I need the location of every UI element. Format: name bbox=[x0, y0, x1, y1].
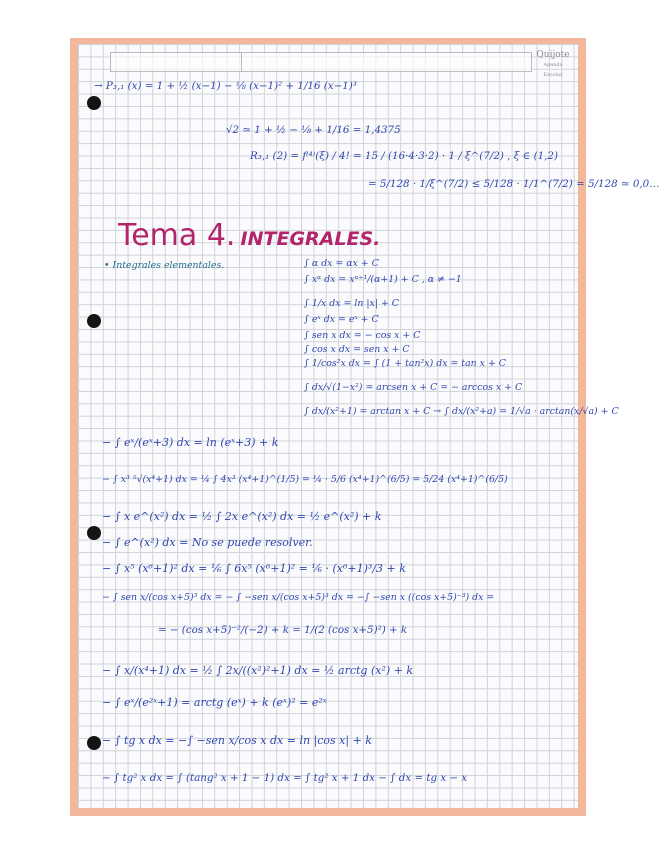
rule-row: ∫ sen x dx = − cos x + C bbox=[304, 330, 421, 341]
example-row: = − (cos x+5)⁻²/(−2) + k = 1/(2 (cos x+5)²) + k bbox=[158, 624, 408, 636]
example-row: − ∫ x³ ⁵√(x⁴+1) dx = ¼ ∫ 4x³ (x⁴+1)^(1/5) = ¼ · 5/6 (x⁴+1)^(6/5) = 5/24 (x⁴+1)^(6/5) bbox=[102, 474, 508, 485]
logo-name: Quijote bbox=[536, 50, 570, 60]
remainder-formula: R₃,₁ (2) = f⁽⁴⁾(ξ) / 4! = 15 / (16·4·3·2) · 1 / ξ^(7/2) , ξ ∈ (1,2) bbox=[250, 150, 558, 162]
logo-sub: Agenda Escolar bbox=[543, 62, 563, 78]
title-main: Tema 4. bbox=[118, 218, 236, 253]
rule-row: ∫ dx/(x²+1) = arctan x + C → ∫ dx/(x²+a) = 1/√a · arctan(x/√a) + C bbox=[304, 406, 619, 417]
example-row: − ∫ x/(x⁴+1) dx = ½ ∫ 2x/((x²)²+1) dx = ½ arctg (x²) + k bbox=[102, 664, 414, 677]
title-sub: INTEGRALES. bbox=[240, 228, 381, 250]
example-row: − ∫ eˣ/(eˣ+3) dx = ln (eˣ+3) + k bbox=[102, 436, 279, 449]
taylor-polynomial: → P₃,₁ (x) = 1 + ½ (x−1) − ⅛ (x−1)² + 1/16 (x−1)³ bbox=[94, 80, 357, 92]
sqrt2-approx: √2 ≃ 1 + ½ − ⅛ + 1/16 = 1,4375 bbox=[226, 124, 401, 136]
example-row: − ∫ e^(x²) dx = No se puede resolver. bbox=[102, 536, 313, 549]
example-row: − ∫ tg² x dx = ∫ (tang² x + 1 − 1) dx = ∫ tg² x + 1 dx − ∫ dx = tg x − x bbox=[102, 772, 468, 784]
notebook-sheet bbox=[70, 38, 660, 816]
graph-paper bbox=[78, 44, 660, 808]
binder-hole bbox=[87, 526, 101, 540]
rule-row: ∫ 1/cos²x dx = ∫ (1 + tan²x) dx = tan x + C bbox=[304, 358, 506, 369]
rule-row: ∫ eˣ dx = eˣ + C bbox=[304, 314, 379, 325]
binder-hole bbox=[87, 736, 101, 750]
example-row: − ∫ x e^(x²) dx = ½ ∫ 2x e^(x²) dx = ½ e^(x²) + k bbox=[102, 510, 382, 523]
header-box bbox=[110, 52, 532, 72]
example-row: − ∫ sen x/(cos x+5)³ dx = − ∫ −sen x/(cos x+5)³ dx = −∫ −sen x ((cos x+5)⁻³) dx = bbox=[102, 592, 495, 603]
page-title bbox=[118, 218, 380, 253]
rule-row: ∫ dx/√(1−x²) = arcsen x + C = − arccos x + C bbox=[304, 382, 523, 393]
remainder-bound: = 5/128 · 1/ξ^(7/2) ≤ 5/128 · 1/1^(7/2) = 5/128 ≃ 0,0… bbox=[368, 178, 660, 190]
rule-row: ∫ α dx = αx + C bbox=[304, 258, 379, 269]
brand-logo bbox=[535, 50, 571, 80]
rule-row: ∫ xᵅ dx = xᵅ⁺¹/(α+1) + C , α ≠ −1 bbox=[304, 274, 462, 285]
binder-hole bbox=[87, 96, 101, 110]
header-divider bbox=[241, 53, 242, 71]
example-row: − ∫ eˣ/(e²ˣ+1) = arctg (eˣ) + k (eˣ)² = e²ˣ bbox=[102, 696, 327, 709]
example-row: − ∫ x⁵ (x⁶+1)² dx = ⅙ ∫ 6x⁵ (x⁶+1)² = ⅙ · (x⁶+1)³/3 + k bbox=[102, 562, 406, 575]
rule-row: ∫ 1/x dx = ln |x| + C bbox=[304, 298, 399, 309]
binder-hole bbox=[87, 314, 101, 328]
example-row: − ∫ tg x dx = −∫ −sen x/cos x dx = ln |cos x| + k bbox=[102, 734, 372, 747]
rule-row: ∫ cos x dx = sen x + C bbox=[304, 344, 410, 355]
section-label: • Integrales elementales. bbox=[104, 260, 225, 271]
